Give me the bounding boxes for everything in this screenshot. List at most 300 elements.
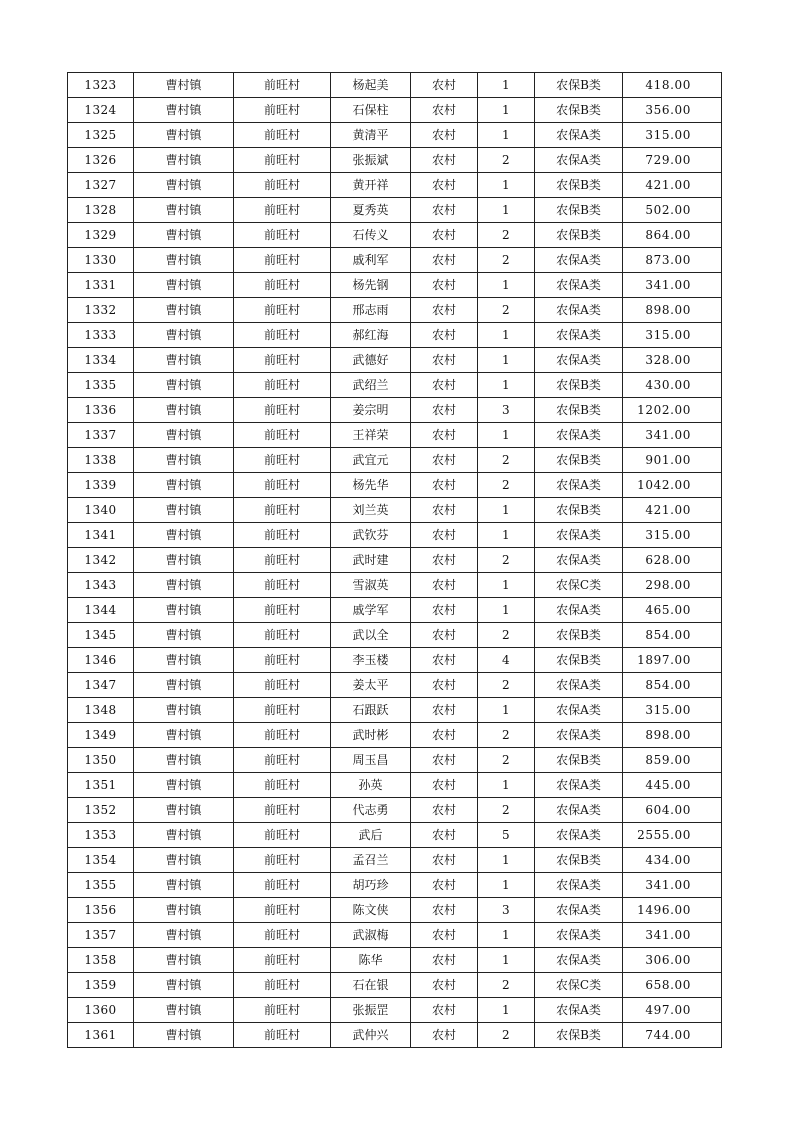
household-size-cell: 1 [478, 423, 535, 448]
category-cell: 农保A类 [535, 598, 623, 623]
household-size-cell: 1 [478, 873, 535, 898]
village-cell: 前旺村 [234, 348, 331, 373]
village-cell: 前旺村 [234, 98, 331, 123]
table-row [68, 823, 722, 848]
table-row [68, 123, 722, 148]
table-row [68, 998, 722, 1023]
town-cell: 曹村镇 [134, 173, 234, 198]
town-cell: 曹村镇 [134, 198, 234, 223]
category-cell: 农保B类 [535, 173, 623, 198]
row-number: 1361 [68, 1023, 134, 1048]
row-number: 1330 [68, 248, 134, 273]
village-cell: 前旺村 [234, 173, 331, 198]
category-cell: 农保A类 [535, 523, 623, 548]
row-number: 1353 [68, 823, 134, 848]
household-size-cell: 1 [478, 123, 535, 148]
household-size-cell: 4 [478, 648, 535, 673]
household-size-cell: 1 [478, 573, 535, 598]
area-type-cell: 农村 [411, 123, 478, 148]
category-cell: 农保B类 [535, 373, 623, 398]
amount-cell: 465.00 [623, 598, 722, 623]
town-cell: 曹村镇 [134, 498, 234, 523]
village-cell: 前旺村 [234, 723, 331, 748]
table-row [68, 798, 722, 823]
town-cell: 曹村镇 [134, 248, 234, 273]
area-type-cell: 农村 [411, 298, 478, 323]
name-cell: 刘兰英 [331, 498, 411, 523]
category-cell: 农保B类 [535, 623, 623, 648]
household-size-cell: 1 [478, 323, 535, 348]
amount-cell: 864.00 [623, 223, 722, 248]
area-type-cell: 农村 [411, 423, 478, 448]
name-cell: 夏秀英 [331, 198, 411, 223]
name-cell: 武钦芬 [331, 523, 411, 548]
table-row [68, 323, 722, 348]
category-cell: 农保A类 [535, 898, 623, 923]
row-number: 1347 [68, 673, 134, 698]
table-row [68, 723, 722, 748]
row-number: 1335 [68, 373, 134, 398]
category-cell: 农保A类 [535, 548, 623, 573]
row-number: 1337 [68, 423, 134, 448]
area-type-cell: 农村 [411, 748, 478, 773]
table-row [68, 948, 722, 973]
amount-cell: 341.00 [623, 873, 722, 898]
area-type-cell: 农村 [411, 173, 478, 198]
row-number: 1356 [68, 898, 134, 923]
row-number: 1344 [68, 598, 134, 623]
amount-cell: 502.00 [623, 198, 722, 223]
row-number: 1340 [68, 498, 134, 523]
name-cell: 武时建 [331, 548, 411, 573]
name-cell: 孙英 [331, 773, 411, 798]
category-cell: 农保A类 [535, 148, 623, 173]
name-cell: 杨先华 [331, 473, 411, 498]
amount-cell: 421.00 [623, 173, 722, 198]
category-cell: 农保A类 [535, 273, 623, 298]
table-row [68, 648, 722, 673]
town-cell: 曹村镇 [134, 323, 234, 348]
category-cell: 农保A类 [535, 798, 623, 823]
category-cell: 农保B类 [535, 448, 623, 473]
category-cell: 农保B类 [535, 198, 623, 223]
household-size-cell: 1 [478, 848, 535, 873]
table-row [68, 898, 722, 923]
household-size-cell: 2 [478, 973, 535, 998]
category-cell: 农保B类 [535, 748, 623, 773]
town-cell: 曹村镇 [134, 648, 234, 673]
row-number: 1332 [68, 298, 134, 323]
name-cell: 石保柱 [331, 98, 411, 123]
household-size-cell: 2 [478, 623, 535, 648]
village-cell: 前旺村 [234, 323, 331, 348]
area-type-cell: 农村 [411, 73, 478, 98]
town-cell: 曹村镇 [134, 348, 234, 373]
amount-cell: 898.00 [623, 723, 722, 748]
name-cell: 武绍兰 [331, 373, 411, 398]
area-type-cell: 农村 [411, 448, 478, 473]
table-row [68, 873, 722, 898]
household-size-cell: 1 [478, 348, 535, 373]
village-cell: 前旺村 [234, 498, 331, 523]
table-row [68, 298, 722, 323]
category-cell: 农保C类 [535, 973, 623, 998]
name-cell: 石传义 [331, 223, 411, 248]
name-cell: 李玉楼 [331, 648, 411, 673]
name-cell: 胡巧珍 [331, 873, 411, 898]
town-cell: 曹村镇 [134, 848, 234, 873]
town-cell: 曹村镇 [134, 623, 234, 648]
table-row [68, 1023, 722, 1048]
village-cell: 前旺村 [234, 523, 331, 548]
amount-cell: 1496.00 [623, 898, 722, 923]
area-type-cell: 农村 [411, 673, 478, 698]
household-size-cell: 1 [478, 948, 535, 973]
area-type-cell: 农村 [411, 773, 478, 798]
row-number: 1341 [68, 523, 134, 548]
amount-cell: 2555.00 [623, 823, 722, 848]
town-cell: 曹村镇 [134, 573, 234, 598]
category-cell: 农保B类 [535, 648, 623, 673]
row-number: 1359 [68, 973, 134, 998]
village-cell: 前旺村 [234, 423, 331, 448]
category-cell: 农保A类 [535, 473, 623, 498]
household-size-cell: 2 [478, 298, 535, 323]
area-type-cell: 农村 [411, 248, 478, 273]
village-cell: 前旺村 [234, 623, 331, 648]
row-number: 1329 [68, 223, 134, 248]
amount-cell: 315.00 [623, 323, 722, 348]
village-cell: 前旺村 [234, 548, 331, 573]
row-number: 1326 [68, 148, 134, 173]
name-cell: 武后 [331, 823, 411, 848]
area-type-cell: 农村 [411, 323, 478, 348]
row-number: 1345 [68, 623, 134, 648]
amount-cell: 356.00 [623, 98, 722, 123]
town-cell: 曹村镇 [134, 373, 234, 398]
area-type-cell: 农村 [411, 723, 478, 748]
table-row [68, 73, 722, 98]
area-type-cell: 农村 [411, 973, 478, 998]
name-cell: 邢志雨 [331, 298, 411, 323]
household-size-cell: 3 [478, 398, 535, 423]
village-cell: 前旺村 [234, 948, 331, 973]
name-cell: 杨先钢 [331, 273, 411, 298]
household-size-cell: 1 [478, 598, 535, 623]
household-size-cell: 2 [478, 473, 535, 498]
amount-cell: 604.00 [623, 798, 722, 823]
category-cell: 农保A类 [535, 673, 623, 698]
amount-cell: 854.00 [623, 673, 722, 698]
name-cell: 孟召兰 [331, 848, 411, 873]
category-cell: 农保A类 [535, 698, 623, 723]
household-size-cell: 2 [478, 673, 535, 698]
village-cell: 前旺村 [234, 248, 331, 273]
name-cell: 张振罡 [331, 998, 411, 1023]
town-cell: 曹村镇 [134, 423, 234, 448]
row-number: 1324 [68, 98, 134, 123]
name-cell: 陈华 [331, 948, 411, 973]
row-number: 1357 [68, 923, 134, 948]
town-cell: 曹村镇 [134, 273, 234, 298]
area-type-cell: 农村 [411, 873, 478, 898]
amount-cell: 341.00 [623, 923, 722, 948]
town-cell: 曹村镇 [134, 798, 234, 823]
category-cell: 农保B类 [535, 848, 623, 873]
village-cell: 前旺村 [234, 748, 331, 773]
row-number: 1354 [68, 848, 134, 873]
name-cell: 姜太平 [331, 673, 411, 698]
row-number: 1331 [68, 273, 134, 298]
name-cell: 姜宗明 [331, 398, 411, 423]
category-cell: 农保B类 [535, 398, 623, 423]
row-number: 1360 [68, 998, 134, 1023]
area-type-cell: 农村 [411, 923, 478, 948]
name-cell: 石跟跃 [331, 698, 411, 723]
category-cell: 农保A类 [535, 298, 623, 323]
household-size-cell: 1 [478, 98, 535, 123]
area-type-cell: 农村 [411, 473, 478, 498]
village-cell: 前旺村 [234, 598, 331, 623]
name-cell: 戚利军 [331, 248, 411, 273]
category-cell: 农保A类 [535, 873, 623, 898]
area-type-cell: 农村 [411, 223, 478, 248]
row-number: 1333 [68, 323, 134, 348]
table-row [68, 973, 722, 998]
town-cell: 曹村镇 [134, 98, 234, 123]
town-cell: 曹村镇 [134, 398, 234, 423]
village-cell: 前旺村 [234, 223, 331, 248]
name-cell: 代志勇 [331, 798, 411, 823]
village-cell: 前旺村 [234, 873, 331, 898]
town-cell: 曹村镇 [134, 523, 234, 548]
category-cell: 农保A类 [535, 348, 623, 373]
town-cell: 曹村镇 [134, 123, 234, 148]
household-size-cell: 1 [478, 273, 535, 298]
amount-cell: 1042.00 [623, 473, 722, 498]
town-cell: 曹村镇 [134, 823, 234, 848]
area-type-cell: 农村 [411, 498, 478, 523]
household-size-cell: 1 [478, 173, 535, 198]
amount-cell: 298.00 [623, 573, 722, 598]
amount-cell: 658.00 [623, 973, 722, 998]
row-number: 1327 [68, 173, 134, 198]
row-number: 1355 [68, 873, 134, 898]
table-row [68, 473, 722, 498]
area-type-cell: 农村 [411, 648, 478, 673]
row-number: 1342 [68, 548, 134, 573]
area-type-cell: 农村 [411, 598, 478, 623]
area-type-cell: 农村 [411, 948, 478, 973]
household-size-cell: 3 [478, 898, 535, 923]
table-row [68, 398, 722, 423]
village-cell: 前旺村 [234, 848, 331, 873]
village-cell: 前旺村 [234, 898, 331, 923]
category-cell: 农保C类 [535, 573, 623, 598]
area-type-cell: 农村 [411, 398, 478, 423]
table-row [68, 498, 722, 523]
town-cell: 曹村镇 [134, 948, 234, 973]
village-cell: 前旺村 [234, 298, 331, 323]
town-cell: 曹村镇 [134, 698, 234, 723]
village-cell: 前旺村 [234, 973, 331, 998]
town-cell: 曹村镇 [134, 223, 234, 248]
name-cell: 戚学军 [331, 598, 411, 623]
town-cell: 曹村镇 [134, 548, 234, 573]
row-number: 1343 [68, 573, 134, 598]
amount-cell: 328.00 [623, 348, 722, 373]
area-type-cell: 农村 [411, 98, 478, 123]
town-cell: 曹村镇 [134, 448, 234, 473]
category-cell: 农保B类 [535, 1023, 623, 1048]
household-size-cell: 2 [478, 1023, 535, 1048]
town-cell: 曹村镇 [134, 148, 234, 173]
category-cell: 农保B类 [535, 498, 623, 523]
amount-cell: 628.00 [623, 548, 722, 573]
table-row [68, 248, 722, 273]
name-cell: 黄开祥 [331, 173, 411, 198]
amount-cell: 341.00 [623, 423, 722, 448]
town-cell: 曹村镇 [134, 748, 234, 773]
area-type-cell: 农村 [411, 148, 478, 173]
household-size-cell: 1 [478, 998, 535, 1023]
area-type-cell: 农村 [411, 898, 478, 923]
household-size-cell: 1 [478, 698, 535, 723]
table-row [68, 373, 722, 398]
name-cell: 武德好 [331, 348, 411, 373]
amount-cell: 497.00 [623, 998, 722, 1023]
amount-cell: 744.00 [623, 1023, 722, 1048]
name-cell: 郝红海 [331, 323, 411, 348]
table-row [68, 148, 722, 173]
category-cell: 农保A类 [535, 948, 623, 973]
amount-cell: 854.00 [623, 623, 722, 648]
household-size-cell: 2 [478, 223, 535, 248]
amount-cell: 434.00 [623, 848, 722, 873]
village-cell: 前旺村 [234, 798, 331, 823]
amount-cell: 306.00 [623, 948, 722, 973]
table-row [68, 223, 722, 248]
name-cell: 武仲兴 [331, 1023, 411, 1048]
amount-cell: 901.00 [623, 448, 722, 473]
village-cell: 前旺村 [234, 648, 331, 673]
table-row [68, 98, 722, 123]
category-cell: 农保A类 [535, 823, 623, 848]
row-number: 1339 [68, 473, 134, 498]
amount-cell: 898.00 [623, 298, 722, 323]
name-cell: 张振斌 [331, 148, 411, 173]
name-cell: 陈文侠 [331, 898, 411, 923]
area-type-cell: 农村 [411, 348, 478, 373]
area-type-cell: 农村 [411, 848, 478, 873]
village-cell: 前旺村 [234, 473, 331, 498]
row-number: 1351 [68, 773, 134, 798]
category-cell: 农保A类 [535, 998, 623, 1023]
amount-cell: 315.00 [623, 123, 722, 148]
area-type-cell: 农村 [411, 1023, 478, 1048]
town-cell: 曹村镇 [134, 773, 234, 798]
table-body [68, 73, 722, 1048]
table-row [68, 548, 722, 573]
row-number: 1349 [68, 723, 134, 748]
name-cell: 武以全 [331, 623, 411, 648]
area-type-cell: 农村 [411, 823, 478, 848]
name-cell: 黄清平 [331, 123, 411, 148]
village-cell: 前旺村 [234, 148, 331, 173]
row-number: 1336 [68, 398, 134, 423]
amount-cell: 341.00 [623, 273, 722, 298]
town-cell: 曹村镇 [134, 923, 234, 948]
area-type-cell: 农村 [411, 273, 478, 298]
town-cell: 曹村镇 [134, 73, 234, 98]
category-cell: 农保B类 [535, 223, 623, 248]
table-row [68, 673, 722, 698]
town-cell: 曹村镇 [134, 873, 234, 898]
town-cell: 曹村镇 [134, 673, 234, 698]
area-type-cell: 农村 [411, 198, 478, 223]
amount-cell: 859.00 [623, 748, 722, 773]
area-type-cell: 农村 [411, 373, 478, 398]
table-row [68, 173, 722, 198]
table-row [68, 623, 722, 648]
table-row [68, 923, 722, 948]
household-size-cell: 2 [478, 798, 535, 823]
village-cell: 前旺村 [234, 698, 331, 723]
amount-cell: 1202.00 [623, 398, 722, 423]
area-type-cell: 农村 [411, 573, 478, 598]
category-cell: 农保A类 [535, 123, 623, 148]
row-number: 1325 [68, 123, 134, 148]
household-size-cell: 1 [478, 773, 535, 798]
name-cell: 武时彬 [331, 723, 411, 748]
row-number: 1323 [68, 73, 134, 98]
row-number: 1348 [68, 698, 134, 723]
name-cell: 王祥荣 [331, 423, 411, 448]
village-cell: 前旺村 [234, 198, 331, 223]
category-cell: 农保A类 [535, 323, 623, 348]
village-cell: 前旺村 [234, 773, 331, 798]
table-row [68, 748, 722, 773]
village-cell: 前旺村 [234, 448, 331, 473]
category-cell: 农保A类 [535, 773, 623, 798]
amount-cell: 315.00 [623, 698, 722, 723]
town-cell: 曹村镇 [134, 723, 234, 748]
table-row [68, 273, 722, 298]
table-row [68, 848, 722, 873]
amount-cell: 1897.00 [623, 648, 722, 673]
row-number: 1328 [68, 198, 134, 223]
area-type-cell: 农村 [411, 798, 478, 823]
row-number: 1350 [68, 748, 134, 773]
town-cell: 曹村镇 [134, 1023, 234, 1048]
village-cell: 前旺村 [234, 823, 331, 848]
amount-cell: 421.00 [623, 498, 722, 523]
row-number: 1352 [68, 798, 134, 823]
name-cell: 雪淑英 [331, 573, 411, 598]
table-row [68, 423, 722, 448]
table-row [68, 698, 722, 723]
household-size-cell: 1 [478, 923, 535, 948]
town-cell: 曹村镇 [134, 973, 234, 998]
category-cell: 农保A类 [535, 723, 623, 748]
table-row [68, 573, 722, 598]
amount-cell: 418.00 [623, 73, 722, 98]
category-cell: 农保B类 [535, 98, 623, 123]
household-size-cell: 1 [478, 523, 535, 548]
village-cell: 前旺村 [234, 923, 331, 948]
amount-cell: 873.00 [623, 248, 722, 273]
table-row [68, 773, 722, 798]
